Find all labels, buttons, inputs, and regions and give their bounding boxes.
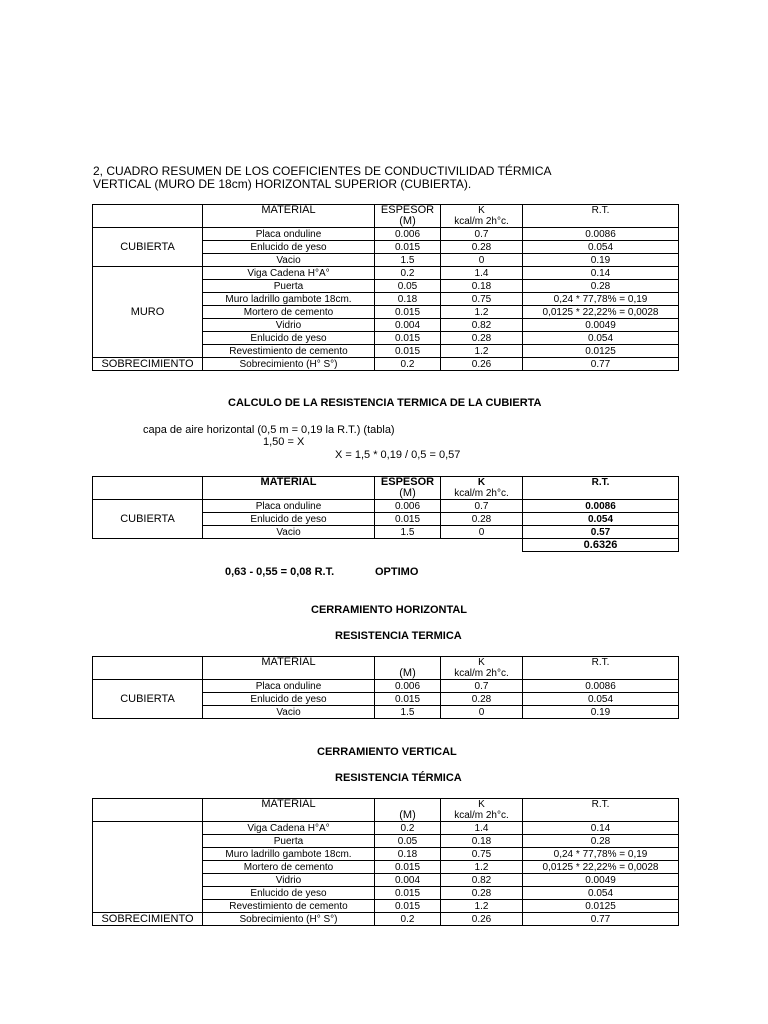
table-row: Enlucido de yeso 0.015 0.28 0.054 xyxy=(93,887,679,900)
header-rt: R.T. xyxy=(523,205,679,228)
table-row: Mortero de cemento 0.015 1.2 0,0125 * 22,22% = 0,0028 xyxy=(93,306,679,319)
table-row: Enlucido de yeso 0.015 0.28 0.054 xyxy=(93,241,679,254)
group-sobrecimiento: SOBRECIMIENTO xyxy=(93,358,203,371)
vertical-subheading: RESISTENCIA TÉRMICA xyxy=(335,772,462,784)
horizontal-heading: CERRAMIENTO HORIZONTAL xyxy=(311,604,468,616)
table-row: Vidrio 0.004 0.82 0.0049 xyxy=(93,319,679,332)
table-row: CUBIERTA Placa onduline 0.006 0.7 0.0086 xyxy=(93,500,679,513)
vertical-heading: CERRAMIENTO VERTICAL xyxy=(317,746,457,758)
section-title-line2: VERTICAL (MURO DE 18cm) HORIZONTAL SUPERIOR (CUBIERTA). xyxy=(93,177,472,191)
table-row: Vacio 1.5 0 0.57 xyxy=(93,526,679,539)
table-row: Vacio 1.5 0 0.19 xyxy=(93,706,679,719)
group-muro: MURO xyxy=(93,267,203,358)
optimo-equation: 0,63 - 0,55 = 0,08 R.T. xyxy=(225,566,335,578)
table-row: Vacio 1.5 0 0.19 xyxy=(93,254,679,267)
table-row: SOBRECIMIENTO Sobrecimiento (H° S°) 0.2 0.26 0.77 xyxy=(93,913,679,926)
table-row: Enlucido de yeso 0.015 0.28 0.054 xyxy=(93,693,679,706)
horizontal-subheading: RESISTENCIA TERMICA xyxy=(335,630,462,642)
table-row: Puerta 0.05 0.18 0.28 xyxy=(93,280,679,293)
table-row: Enlucido de yeso 0.015 0.28 0.054 xyxy=(93,332,679,345)
table-row: Puerta 0.05 0.18 0.28 xyxy=(93,835,679,848)
total-rt: 0.6326 xyxy=(523,539,679,552)
table-row: Revestimiento de cemento 0.015 1.2 0.0125 xyxy=(93,345,679,358)
table-header-row: MATERIAL (M) K kcal/m 2h°c. R.T. xyxy=(93,657,679,680)
group-cubierta: CUBIERTA xyxy=(93,228,203,267)
table-row: Revestimiento de cemento 0.015 1.2 0.0125 xyxy=(93,900,679,913)
vertical-table xyxy=(92,798,679,926)
calc-line1: capa de aire horizontal (0,5 m = 0,19 la R.T.) (tabla) xyxy=(143,424,395,436)
header-material: MATERIAL xyxy=(203,205,375,228)
table-row: Vidrio 0.004 0.82 0.0049 xyxy=(93,874,679,887)
table-header-row: MATERIAL ESPESOR (M) K kcal/m 2h°c. R.T. xyxy=(93,477,679,500)
section-title-line1: 2, CUADRO RESUMEN DE LOS COEFICIENTES DE CONDUCTIVILIDAD TÉRMICA xyxy=(93,164,552,178)
table-row: Muro ladrillo gambote 18cm. 0.18 0.75 0,24 * 77,78% = 0,19 xyxy=(93,848,679,861)
table-row: CUBIERTA Placa onduline 0.006 0.7 0.0086 xyxy=(93,680,679,693)
optimo-label: OPTIMO xyxy=(375,566,419,578)
table-row: Viga Cadena H°A° 0.2 1.4 0.14 xyxy=(93,822,679,835)
table-row: Muro ladrillo gambote 18cm. 0.18 0.75 0,24 * 77,78% = 0,19 xyxy=(93,293,679,306)
table-row: MURO Viga Cadena H°A° 0.2 1.4 0.14 xyxy=(93,267,679,280)
section-title xyxy=(93,165,552,191)
table-header-row: MATERIAL (M) K kcal/m 2h°c. R.T. xyxy=(93,799,679,822)
calc-line3: X = 1,5 * 0,19 / 0,5 = 0,57 xyxy=(335,449,461,461)
header-espesor: ESPESOR (M) xyxy=(375,205,441,228)
calc-table xyxy=(92,476,679,552)
table-row: CUBIERTA Placa onduline 0.006 0.7 0.0086 xyxy=(93,228,679,241)
summary-table xyxy=(92,204,679,371)
calc-line2: 1,50 = X xyxy=(263,436,305,448)
horizontal-table xyxy=(92,656,679,719)
table-header-row xyxy=(93,205,679,228)
header-k: K kcal/m 2h°c. xyxy=(441,205,523,228)
calc-heading: CALCULO DE LA RESISTENCIA TERMICA DE LA CUBIERTA xyxy=(228,397,542,409)
table-row: Mortero de cemento 0.015 1.2 0,0125 * 22,22% = 0,0028 xyxy=(93,861,679,874)
table-row: Enlucido de yeso 0.015 0.28 0.054 xyxy=(93,513,679,526)
total-row xyxy=(93,539,679,552)
table-row: SOBRECIMIENTO Sobrecimiento (H° S°) 0.2 0.26 0.77 xyxy=(93,358,679,371)
